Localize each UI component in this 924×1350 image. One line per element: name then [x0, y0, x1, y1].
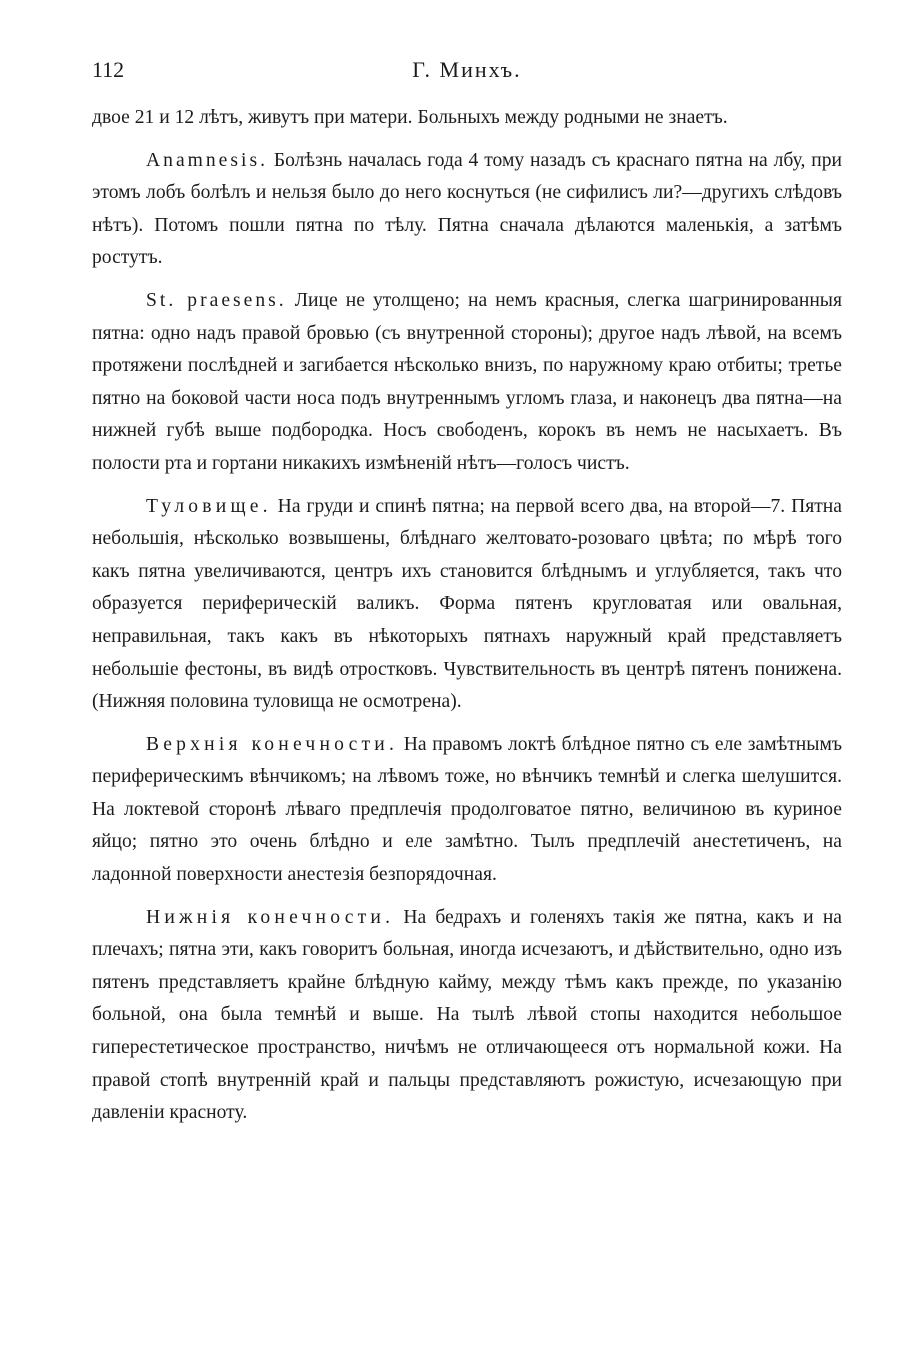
paragraph-status-praesens — [92, 285, 842, 481]
page-number: 112 — [92, 57, 125, 82]
paragraph-lower-limbs — [92, 902, 842, 1130]
paragraph-text: Лице не утолщено; на немъ красныя, слегка шагринированныя пятна: одно надъ правой бровью (съ внутренной стороны); другое надъ лѣвой, на всемъ протяжени послѣдней и загибается нѣсколько внизъ, по наружному краю отбиты; третье пятно на боковой части носа подъ внутреннымъ угломъ глаза, и наконецъ два пятна—на нижней губѣ выше подбородка. Носъ свободенъ, корокъ въ немъ не насыхаетъ. Въ полости рта и гортани никакихъ измѣненій нѣтъ—голосъ чистъ. — [92, 289, 842, 474]
paragraph-lead: St. praesens. — [146, 289, 287, 311]
page-header — [92, 52, 842, 88]
document-page — [92, 52, 842, 1130]
paragraph-torso — [92, 491, 842, 719]
paragraph-lead: Anamnesis. — [146, 149, 268, 171]
paragraph-lead: Верхнія конечности. — [146, 733, 399, 755]
paragraph-text: На груди и спинѣ пятна; на первой всего два, на второй—7. Пятна небольшія, нѣсколько возвышены, блѣднаго желтовато-розоваго цвѣта; по мѣрѣ того какъ пятна увеличиваются, центръ ихъ становится блѣднымъ и углубляется, такъ что образуется периферическій валикъ. Форма пятенъ кругловатая или овальная, неправильная, такъ какъ въ нѣкоторыхъ пятнахъ наружный край представляетъ небольшіе фестоны, въ видѣ отростковъ. Чувствительность въ центрѣ пятенъ понижена. (Нижняя половина туловища не осмотрена). — [92, 495, 842, 713]
paragraph-text: На бедрахъ и голеняхъ такія же пятна, какъ и на плечахъ; пятна эти, какъ говоритъ больная, иногда исчезаютъ, и дѣйствительно, одно изъ пятенъ представляетъ крайне блѣдную кайму, между тѣмъ какъ прежде, по указанію больной, она была темнѣй и выше. На тылѣ лѣвой стопы находится небольшое гиперестетическое пространство, ничѣмъ не отличающееся отъ нормальной кожи. На правой стопѣ внутренній край и пальцы представляютъ рожистую, исчезающую при давленіи красноту. — [92, 906, 842, 1124]
paragraph-text: На правомъ локтѣ блѣдное пятно съ еле замѣтнымъ периферическимъ вѣнчикомъ; на лѣвомъ тоже, но вѣнчикъ темнѣй и слегка шелушится. На локтевой сторонѣ лѣваго предплечія продолговатое пятно, величиною въ куриное яйцо; пятно это очень блѣдно и еле замѣтно. Тылъ предплечій анестетиченъ, на ладонной поверхности анестезія безпорядочная. — [92, 733, 842, 886]
paragraph-text: двое 21 и 12 лѣтъ, живутъ при матери. Больныхъ между родными не знаетъ. — [92, 107, 728, 128]
paragraph-lead: Туловище. — [146, 495, 272, 517]
paragraph-continuation — [92, 102, 842, 135]
paragraph-lead: Нижнія конечности. — [146, 906, 395, 928]
body-text — [92, 102, 842, 1130]
paragraph-upper-limbs — [92, 729, 842, 892]
paragraph-text: Болѣзнь началась года 4 тому назадъ съ краснаго пятна на лбу, при этомъ лобъ болѣлъ и нельзя было до него коснуться (не сифилисъ ли?—другихъ слѣдовъ нѣтъ). Потомъ пошли пятна по тѣлу. Пятна сначала дѣлаются маленькія, а затѣмъ ростутъ. — [92, 149, 842, 269]
paragraph-anamnesis — [92, 145, 842, 275]
running-head: Г. Минхъ. — [412, 57, 522, 82]
